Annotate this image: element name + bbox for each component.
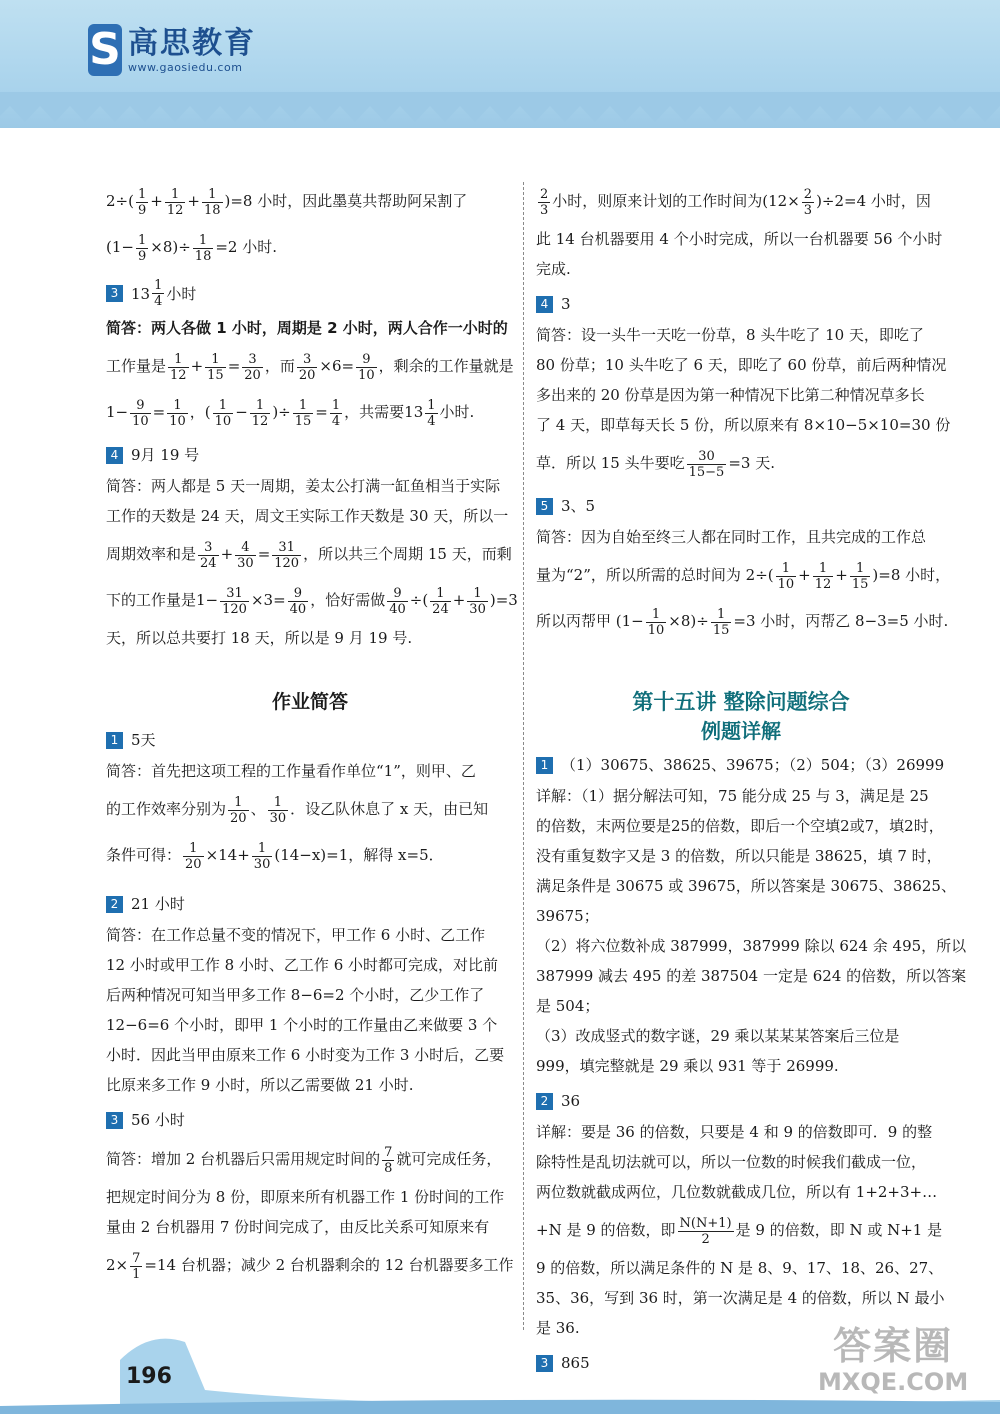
fraction: $\frac{2}{3}$	[540, 186, 549, 218]
text-line: 387999 减去 495 的差 387504 一定是 624 的倍数，所以答案	[536, 967, 967, 985]
text-line: 两位数就截成两位，几位数就截成几位，所以有 1+2+3+…	[536, 1183, 938, 1201]
fraction: $\frac{1}{15}$	[851, 560, 869, 592]
text-line: +N 是 9 的倍数，即 $\frac{N(N+1)}{2}$ 是 9 的倍数，即 N 或 N+1 是	[536, 1215, 943, 1247]
fraction: $\frac{9}{10}$	[132, 397, 149, 429]
fraction: $\frac{1}{9}$	[137, 186, 147, 218]
fraction: $\frac{1}{9}$	[137, 232, 147, 264]
text-line: 条件可得： $\frac{1}{20}$ ×14+ $\frac{1}{30}$ (14−x)=1，解得 x=5．	[106, 840, 444, 872]
fraction: $\frac{1}{10}$	[214, 397, 232, 429]
text-line: 除特性是乱切法就可以，所以一位数的时候我们截成一位，	[536, 1153, 927, 1171]
text-line: 简答：设一头牛一天吃一份草，8 头牛吃了 10 天，即吃了	[536, 326, 924, 344]
example-answer-3: 3 865	[536, 1351, 946, 1375]
example-answer-1: 1 （1）30675、38625、39675；（2）504；（3）26999	[536, 753, 946, 777]
text-line: 工作的天数是 24 天，周文王实际工作天数是 30 天，所以一	[106, 507, 509, 525]
text-line: 35、36，写到 36 时，第一次满足是 4 的倍数，所以 N 最小	[536, 1289, 945, 1307]
text-line: 多出来的 20 份草是因为第一种情况下比第二种情况草多长	[536, 386, 925, 404]
fraction: $\frac{1}{12}$	[170, 351, 187, 383]
text-line: 草．所以 15 头牛要吃 $\frac{30}{15-5}$ =3 天.	[536, 448, 775, 480]
logo-url: www.gaosiedu.com	[128, 60, 243, 74]
text-line: 简答：两人都是 5 天一周期，姜太公打满一缸鱼相当于实际	[106, 477, 501, 495]
text-line: 满足条件是 30675 或 39675，所以答案是 30675、38625、	[536, 877, 956, 895]
hw-answer-2: 2 21 小时	[106, 892, 514, 916]
watermark-text: 答案圈	[833, 1324, 954, 1368]
question-number-badge: 1	[106, 732, 123, 749]
text-line: （2）将六位数补成 387999，387999 除以 624 余 495，所以	[536, 937, 967, 955]
watermark-url: MXQE.COM	[818, 1368, 969, 1396]
fraction: $\frac{3}{20}$	[244, 351, 261, 383]
text-line: 天，所以总共要打 18 天，所以是 9 月 19 号.	[106, 629, 413, 647]
text-line: 1− $\frac{9}{10}$ = $\frac{1}{10}$ ，( $\frac{1}{10}$ − $\frac{1}{12}$ )÷ $\frac{1}{15}$ = $\frac{1}{4}$ ，共需要13 $\frac{1}{4}$ 小时.	[106, 397, 475, 429]
fraction: $\frac{9}{40}$	[389, 585, 406, 617]
fraction: $\frac{1}{30}$	[253, 840, 271, 872]
text-line: 9 的倍数，所以满足条件的 N 是 8、9、17、18、26、27、	[536, 1259, 944, 1277]
text-line: （3）改成竖式的数字谜，29 乘以某某某答案后三位是	[536, 1027, 900, 1045]
fraction: $\frac{1}{30}$	[469, 585, 486, 617]
text-line: 的工作效率分别为 $\frac{1}{20}$ 、 $\frac{1}{30}$ ．设乙队休息了 x 天，由已知	[106, 794, 489, 826]
fraction: $\frac{1}{4}$	[427, 397, 436, 429]
text-line: 没有重复数字又是 3 的倍数，所以只能是 38625，填 7 时，	[536, 847, 942, 865]
text-line: 是 36.	[536, 1319, 580, 1337]
text-line: 999，填完整就是 29 乘以 931 等于 26999.	[536, 1057, 839, 1075]
text-line: 小时．因此当甲由原来工作 6 小时变为工作 3 小时后，乙要	[106, 1046, 505, 1064]
text-line: 下的工作量是1− $\frac{31}{120}$ ×3= $\frac{9}{40}$ ，恰好需做 $\frac{9}{40}$ ÷( $\frac{1}{24}$ + $\frac{1}{30}$ )=3	[106, 585, 518, 617]
question-number-badge: 3	[106, 1112, 123, 1129]
example-answer-2: 2 36	[536, 1089, 946, 1113]
text-line: 的倍数，末两位要是25的倍数，即后一个空填2或7，填2时，	[536, 817, 944, 835]
fraction: $\frac{30}{15-5}$	[688, 448, 725, 480]
question-number-badge: 4	[106, 447, 123, 464]
fraction: $\frac{1}{12}$	[251, 397, 269, 429]
question-number-badge: 2	[536, 1093, 553, 1110]
fraction: $\frac{1}{24}$	[432, 585, 449, 617]
chapter-title: 第十五讲 整除问题综合	[632, 690, 850, 714]
text-line: 比原来多工作 9 小时，所以乙需要做 21 小时.	[106, 1076, 414, 1094]
fraction: $\frac{1}{18}$	[203, 186, 221, 218]
fraction: $\frac{31}{120}$	[274, 539, 300, 571]
fraction: $\frac{3}{20}$	[298, 351, 316, 383]
text-line: 简答：两人各做 1 小时，周期是 2 小时，两人合作一小时的	[106, 319, 508, 337]
text-line: 39675；	[536, 907, 599, 925]
text-line: 简答：增加 2 台机器后只需用规定时间的 $\frac{7}{8}$ 就可完成任务，	[106, 1144, 502, 1176]
text-line: 简答：因为自始至终三人都在同时工作，且共完成的工作总	[536, 528, 927, 546]
column-divider	[523, 182, 524, 1330]
question-number-badge: 1	[536, 757, 553, 774]
page-number: 196	[126, 1364, 172, 1389]
text-line: 是 504；	[536, 997, 600, 1015]
text-line: 简答：在工作总量不变的情况下，甲工作 6 小时、乙工作	[106, 926, 486, 944]
question-number-badge: 3	[106, 285, 123, 302]
answer-3: 3 13 $\frac{1}{4}$ 小时	[106, 278, 514, 309]
header-zigzag-edge	[0, 92, 1000, 132]
text-line: 后两种情况可知当甲多工作 8−6=2 个小时，乙少工作了	[106, 986, 485, 1004]
fraction: $\frac{1}{4}$	[331, 397, 341, 429]
text-line: 周期效率和是 $\frac{3}{24}$ + $\frac{4}{30}$ = $\frac{31}{120}$ ，所以共三个周期 15 天，而剩	[106, 539, 512, 571]
gaosi-logo	[88, 24, 256, 76]
left-column	[106, 178, 518, 1288]
fraction: $\frac{7}{1}$	[132, 1250, 141, 1282]
fraction: $\frac{1}{12}$	[166, 186, 184, 218]
text-line: 了 4 天，即草每天长 5 份，所以原来有 8×10−5×10=30 份	[536, 416, 951, 434]
text-line: 12 小时或甲工作 8 小时、乙工作 6 小时都可完成，对比前	[106, 956, 499, 974]
hw-answer-1: 1 5天	[106, 728, 514, 752]
answer-4: 4 9月 19 号	[106, 443, 514, 467]
watermark	[818, 1324, 968, 1396]
question-number-badge: 4	[536, 296, 553, 313]
fraction: $\frac{1}{15}$	[712, 606, 730, 638]
fraction: $\frac{1}{15}$	[294, 397, 312, 429]
homework-section-title: 作业简答	[271, 691, 348, 713]
fraction: $\frac{31}{120}$	[222, 585, 247, 617]
text-line: 量为“2”，所以所需的总时间为 2÷( $\frac{1}{10}$ + $\frac{1}{12}$ + $\frac{1}{15}$ )=8 小时，	[536, 560, 951, 592]
fraction: $\frac{1}{12}$	[814, 560, 832, 592]
text-line: 工作量是 $\frac{1}{12}$ + $\frac{1}{15}$ = $\frac{3}{20}$ ，而 $\frac{3}{20}$ ×6= $\frac{9}{10}$ ，剩余的工作量就是	[106, 351, 514, 383]
fraction: $\frac{1}{20}$	[230, 794, 247, 826]
fraction: $\frac{1}{4}$	[154, 278, 163, 309]
question-number-badge: 5	[536, 498, 553, 515]
text-line: 12−6=6 个小时，即甲 1 个小时的工作量由乙来做要 3 个	[106, 1016, 498, 1034]
answer-5: 5 3、5	[536, 494, 946, 518]
fraction: $\frac{7}{8}$	[384, 1144, 393, 1176]
fraction: $\frac{1}{10}$	[647, 606, 665, 638]
question-number-badge: 3	[536, 1355, 553, 1372]
question-number-badge: 2	[106, 896, 123, 913]
fraction: $\frac{1}{30}$	[269, 794, 287, 826]
text-line: 完成.	[536, 260, 571, 278]
hw-answer-3: 3 56 小时	[106, 1108, 514, 1132]
logo-name: 高思教育	[128, 25, 256, 61]
chapter-subtitle: 例题详解	[701, 719, 781, 743]
fraction: $\frac{1}{10}$	[777, 560, 795, 592]
fraction: $\frac{9}{40}$	[289, 585, 307, 617]
fraction: $\frac{9}{10}$	[358, 351, 375, 383]
fraction: $\frac{N(N+1)}{2}$	[679, 1215, 732, 1247]
fraction: $\frac{1}{10}$	[169, 397, 186, 429]
fraction: $\frac{4}{30}$	[237, 539, 254, 571]
logo-s-mark: S	[89, 24, 121, 75]
fraction: $\frac{3}{24}$	[200, 539, 217, 571]
text-line: 详解：（1）据分解法可知，75 能分成 25 与 3，满足是 25	[536, 787, 929, 805]
fraction: $\frac{1}{20}$	[185, 840, 202, 872]
page-header-band	[0, 0, 1000, 128]
text-line: 把规定时间分为 8 份，即原来所有机器工作 1 份时间的工作	[106, 1188, 505, 1206]
text-line: 此 14 台机器要用 4 个小时完成，所以一台机器要 56 个小时	[536, 230, 943, 248]
fraction: $\frac{1}{15}$	[207, 351, 224, 383]
text-line: 2× $\frac{7}{1}$ =14 台机器；减少 2 台机器剩余的 12 台机器要多工作	[106, 1250, 514, 1282]
right-column	[536, 178, 967, 1379]
fraction: $\frac{2}{3}$	[803, 186, 813, 218]
text-line: 详解：要是 36 的倍数，只要是 4 和 9 的倍数即可．9 的整	[536, 1123, 933, 1141]
text-line: $\frac{2}{3}$ 小时，则原来计划的工作时间为(12× $\frac{2}{3}$ )÷2=4 小时，因	[540, 186, 931, 218]
text-line: (1− $\frac{1}{9}$ ×8)÷ $\frac{1}{18}$ =2 小时.	[106, 232, 277, 264]
text-line: 80 份草；10 头牛吃了 6 天，即吃了 60 份草，前后两种情况	[536, 356, 947, 374]
text-line: 量由 2 台机器用 7 份时间完成了，由反比关系可知原来有	[106, 1218, 490, 1236]
fraction: $\frac{1}{18}$	[194, 232, 212, 264]
answer-4: 4 3	[536, 292, 946, 316]
text-line: 简答：首先把这项工程的工作量看作单位“1”，则甲、乙	[106, 762, 476, 780]
text-line: 所以丙帮甲 (1− $\frac{1}{10}$ ×8)÷ $\frac{1}{15}$ =3 小时，丙帮乙 8−3=5 小时.	[536, 606, 949, 638]
text-line: 2÷( $\frac{1}{9}$ + $\frac{1}{12}$ + $\frac{1}{18}$ )=8 小时，因此墨莫共帮助阿呆割了	[106, 186, 468, 218]
